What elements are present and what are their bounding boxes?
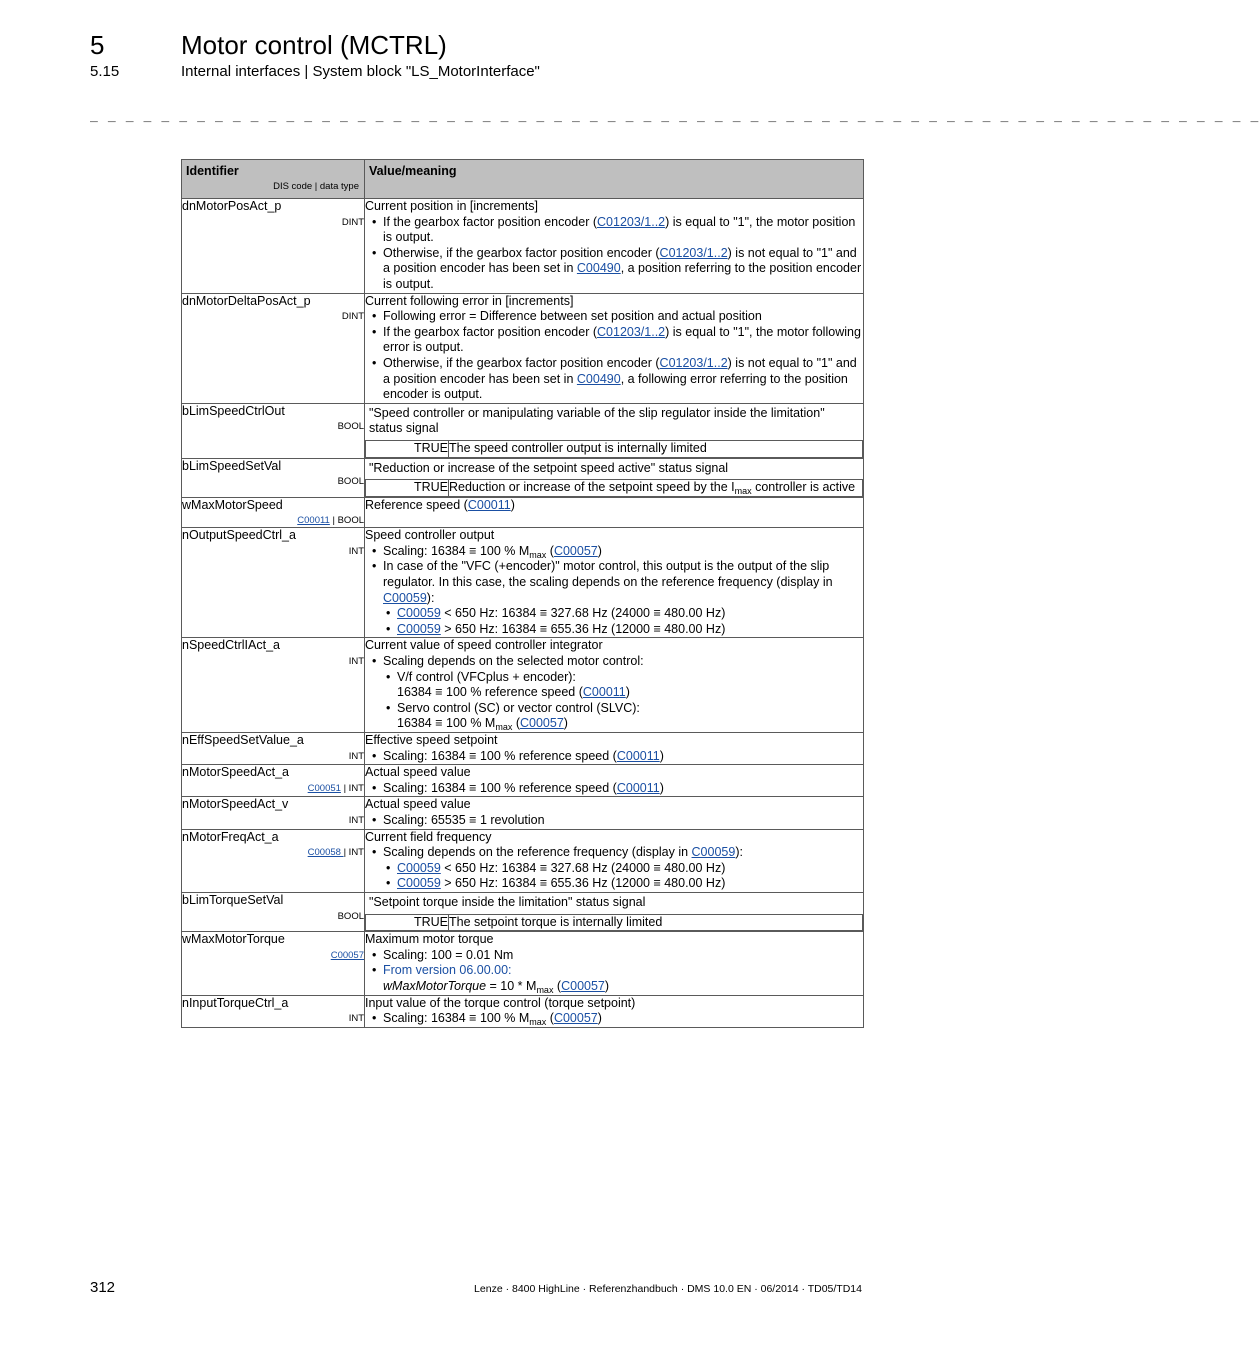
data-type: C00051 | INT: [307, 782, 364, 794]
state-meaning: The setpoint torque is internally limited: [449, 914, 863, 931]
code-link[interactable]: C00057: [553, 1011, 598, 1026]
identifier-cell: [182, 458, 365, 497]
data-type: [182, 949, 364, 962]
identifier-cell: [182, 403, 365, 458]
col-identifier-header: [182, 160, 365, 199]
table-row: [182, 733, 864, 765]
value-cell: [365, 797, 864, 829]
list-item: • In case of the "VFC (+encoder)" motor control, this output is the output of the slip regulator. In this case, the scaling depends on the reference frequency (display in C00059): • C00059 < 650 Hz: 16384 ≡ 327.68 Hz (24000 ≡ 480.00 Hz) • C00059 > 650 Hz: 16384 ≡ 655.36 Hz (12000 ≡ 480.00 Hz): [383, 559, 863, 637]
code-link[interactable]: C00011: [616, 780, 660, 795]
identifier-cell: [182, 892, 365, 931]
identifier-name: bLimSpeedSetVal: [182, 458, 282, 473]
table-row: [182, 797, 864, 829]
table-row: [182, 458, 864, 497]
list-item: • Scaling: 16384 ≡ 100 % $M_{max}$ (C00057): [383, 1011, 863, 1027]
list-item: • Scaling depends on the reference frequency (display in C00059): • C00059 < 650 Hz: 16384 ≡ 327.68 Hz (24000 ≡ 480.00 Hz) • C00059 > 650 Hz: 16384 ≡ 655.36 Hz (12000 ≡ 480.00 Hz): [383, 845, 863, 892]
page-number: 312: [90, 1279, 116, 1296]
value-title: "Reduction or increase of the setpoint speed active" status signal: [369, 460, 729, 475]
code-link[interactable]: C01203/1..2: [597, 324, 666, 339]
value-title: Actual speed value: [365, 765, 471, 780]
value-cell: [365, 528, 864, 638]
list-item: • If the gearbox factor position encoder (C01203/1..2) is equal to "1", the motor position is output.: [383, 215, 863, 246]
code-link[interactable]: C00490: [576, 261, 621, 276]
state-key: TRUE: [366, 914, 449, 931]
code-link[interactable]: C00059: [397, 606, 441, 621]
value-title: Reference speed (C00011): [365, 497, 515, 512]
identifier-name: nMotorSpeedAct_a: [182, 765, 290, 780]
data-type: DINT: [341, 216, 364, 228]
identifier-cell: [182, 497, 365, 528]
table-row: [182, 199, 864, 294]
col-identifier-label: Identifier: [186, 164, 239, 178]
value-title: Current field frequency: [365, 829, 492, 844]
sub-list-item: • C00059 < 650 Hz: 16384 ≡ 327.68 Hz (24000 ≡ 480.00 Hz): [397, 861, 863, 877]
data-type: BOOL: [337, 910, 364, 922]
table-row: [182, 403, 864, 458]
sub-list-item: • V/f control (VFCplus + encoder): 16384 ≡ 100 % reference speed (C00011): [397, 670, 863, 701]
identifier-name: nSpeedCtrlIAct_a: [182, 638, 280, 653]
list-item: • Scaling: 16384 ≡ 100 % reference speed (C00011): [383, 781, 863, 797]
state-meaning: Reduction or increase of the setpoint speed by the $I_{max}$ controller is active: [449, 480, 863, 497]
table-row: [182, 638, 864, 733]
value-cell: [365, 733, 864, 765]
code-link[interactable]: C00059: [397, 876, 441, 891]
col-value-label: Value/meaning: [369, 164, 457, 178]
document-info: Lenze · 8400 HighLine · Referenzhandbuch · DMS 10.0 EN · 06/2014 · TD05/TD14: [474, 1283, 862, 1295]
list-item: • Scaling: 100 = 0.01 Nm: [383, 948, 863, 964]
value-cell: [365, 892, 864, 931]
list-item: • From version 06.00.00: wMaxMotorTorque = $10 * M_{max}$ (C00057): [383, 963, 863, 994]
code-link[interactable]: C00059: [383, 590, 427, 605]
value-cell: [365, 497, 864, 528]
value-cell: [365, 458, 864, 497]
identifier-cell: [182, 829, 365, 892]
data-type: BOOL: [337, 421, 364, 433]
data-type: DINT: [341, 311, 364, 323]
value-cell: [365, 829, 864, 892]
code-link[interactable]: C01203/1..2: [597, 214, 666, 229]
table-row: [182, 932, 864, 995]
value-title: Actual speed value: [365, 797, 471, 812]
list-item: • Following error = Difference between set position and actual position: [383, 309, 863, 325]
sub-list-item: • C00059 > 650 Hz: 16384 ≡ 655.36 Hz (12000 ≡ 480.00 Hz): [397, 622, 863, 638]
code-link[interactable]: C00057: [561, 978, 605, 993]
identifier-name: nInputTorqueCtrl_a: [182, 995, 289, 1010]
code-link[interactable]: C00057: [553, 543, 598, 558]
identifier-cell: [182, 638, 365, 733]
identifier-name: nMotorSpeedAct_v: [182, 797, 289, 812]
identifier-cell: [182, 293, 365, 403]
list-item: • If the gearbox factor position encoder (C01203/1..2) is equal to "1", the motor following error is output.: [383, 325, 863, 356]
code-link[interactable]: C00059: [397, 860, 441, 875]
state-key: TRUE: [366, 440, 449, 457]
value-title: "Setpoint torque inside the limitation" status signal: [369, 894, 646, 909]
identifier-cell: [182, 199, 365, 294]
value-title: Current value of speed controller integrator: [365, 638, 603, 653]
section-number: 5.15: [90, 63, 120, 80]
data-type: INT: [348, 656, 364, 668]
section-title: Internal interfaces | System block "LS_MotorInterface": [181, 63, 540, 80]
code-link[interactable]: C00011: [616, 748, 660, 763]
col-value-header: [365, 160, 864, 199]
code-link[interactable]: C00051: [307, 782, 341, 794]
table-row: [182, 829, 864, 892]
value-title: Effective speed setpoint: [365, 733, 498, 747]
value-cell: [365, 403, 864, 458]
value-cell: [365, 293, 864, 403]
value-title: Current following error in [increments]: [365, 293, 574, 308]
identifier-name: dnMotorDeltaPosAct_p: [182, 293, 311, 308]
data-type: INT: [348, 545, 364, 557]
data-type: INT: [348, 750, 364, 762]
data-type: C00058 | INT: [307, 847, 364, 859]
code-link[interactable]: C00057: [519, 716, 564, 731]
code-link[interactable]: C00490: [576, 371, 621, 386]
identifier-cell: [182, 932, 365, 995]
sub-list-item: • C00059 < 650 Hz: 16384 ≡ 327.68 Hz (24000 ≡ 480.00 Hz): [397, 606, 863, 622]
value-cell: [365, 932, 864, 995]
parameter-table: [181, 159, 864, 1028]
code-link[interactable]: C00011: [582, 685, 626, 700]
identifier-name: nEffSpeedSetValue_a: [182, 733, 304, 747]
chapter-number: 5: [90, 30, 105, 60]
table-row: [182, 497, 864, 528]
state-meaning: The speed controller output is internally limited: [449, 440, 863, 457]
code-link[interactable]: C00059: [397, 621, 441, 636]
separator-line: _ _ _ _ _ _ _ _ _ _ _ _ _ _ _ _ _ _ _ _ _ _ _ _ _ _ _ _ _ _ _ _ _ _ _ _ _ _ _ _ _ _ _ _ _ _ _ _ _ _ _ _ _ _ _ _ _ _ _ _ _ _ _ _ _ _: [90, 108, 1259, 123]
value-cell: [365, 199, 864, 294]
list-item: • Scaling: 65535 ≡ 1 revolution: [383, 813, 863, 829]
table-header-row: [182, 160, 864, 199]
identifier-name: bLimSpeedCtrlOut: [182, 403, 285, 418]
table-row: [182, 765, 864, 797]
state-key: TRUE: [366, 480, 449, 497]
code-link[interactable]: C00058: [307, 847, 344, 859]
list-item: • Otherwise, if the gearbox factor position encoder (C01203/1..2) is not equal to "1" and a position encoder has been set in C00490, a position referring to the position encoder is output.: [383, 246, 863, 293]
list-item: • Scaling: 16384 ≡ 100 % reference speed (C00011): [383, 749, 863, 765]
list-item: • Scaling: 16384 ≡ 100 % $M_{max}$ (C00057): [383, 544, 863, 560]
identifier-cell: [182, 995, 365, 1027]
data-type: INT: [348, 814, 364, 826]
table-row: [182, 995, 864, 1027]
identifier-name: nOutputSpeedCtrl_a: [182, 528, 296, 543]
identifier-name: bLimTorqueSetVal: [182, 892, 284, 907]
identifier-name: wMaxMotorSpeed: [182, 497, 283, 512]
identifier-cell: [182, 528, 365, 638]
list-item: • Scaling depends on the selected motor control: • V/f control (VFCplus + encoder): 16384 ≡ 100 % reference speed (C00011) • Servo control (SC) or vector control (SLVC): 16384 ≡ 100 % $M_{max}$ (C00057): [383, 654, 863, 732]
list-item: • Otherwise, if the gearbox factor position encoder (C01203/1..2) is not equal to "1" and a position encoder has been set in C00490, a following error referring to the position encoder is output.: [383, 356, 863, 403]
value-cell: [365, 995, 864, 1027]
value-title: Current position in [increments]: [365, 199, 538, 213]
col-identifier-sublabel: DIS code | data type: [273, 181, 359, 193]
sub-list-item: • C00059 > 650 Hz: 16384 ≡ 655.36 Hz (12000 ≡ 480.00 Hz): [397, 876, 863, 892]
table-row: [182, 528, 864, 638]
table-row: [182, 892, 864, 931]
identifier-cell: [182, 733, 365, 765]
data-type: BOOL: [337, 476, 364, 488]
code-link[interactable]: C00059: [691, 845, 736, 860]
value-title: Maximum motor torque: [365, 932, 494, 947]
value-cell: [365, 638, 864, 733]
code-link[interactable]: C00011: [297, 515, 330, 527]
table-row: [182, 293, 864, 403]
value-title: "Speed controller or manipulating variable of the slip regulator inside the limitation" status signal: [369, 405, 825, 436]
code-link[interactable]: C01203/1..2: [659, 355, 728, 370]
value-title: Speed controller output: [365, 528, 495, 543]
identifier-cell: [182, 765, 365, 797]
code-link[interactable]: C01203/1..2: [659, 245, 728, 260]
data-type: C00011 | BOOL: [297, 515, 364, 527]
value-title: Input value of the torque control (torque setpoint): [365, 995, 636, 1010]
data-type: INT: [348, 1013, 364, 1025]
identifier-name: dnMotorPosAct_p: [182, 199, 282, 213]
code-link[interactable]: C00057: [330, 949, 364, 961]
chapter-title: Motor control (MCTRL): [181, 30, 447, 60]
identifier-name: wMaxMotorTorque: [182, 932, 285, 947]
sub-list-item: • Servo control (SC) or vector control (SLVC): 16384 ≡ 100 % $M_{max}$ (C00057): [397, 701, 863, 732]
identifier-name: nMotorFreqAct_a: [182, 829, 279, 844]
code-link[interactable]: C00011: [467, 497, 511, 512]
identifier-cell: [182, 797, 365, 829]
value-cell: [365, 765, 864, 797]
